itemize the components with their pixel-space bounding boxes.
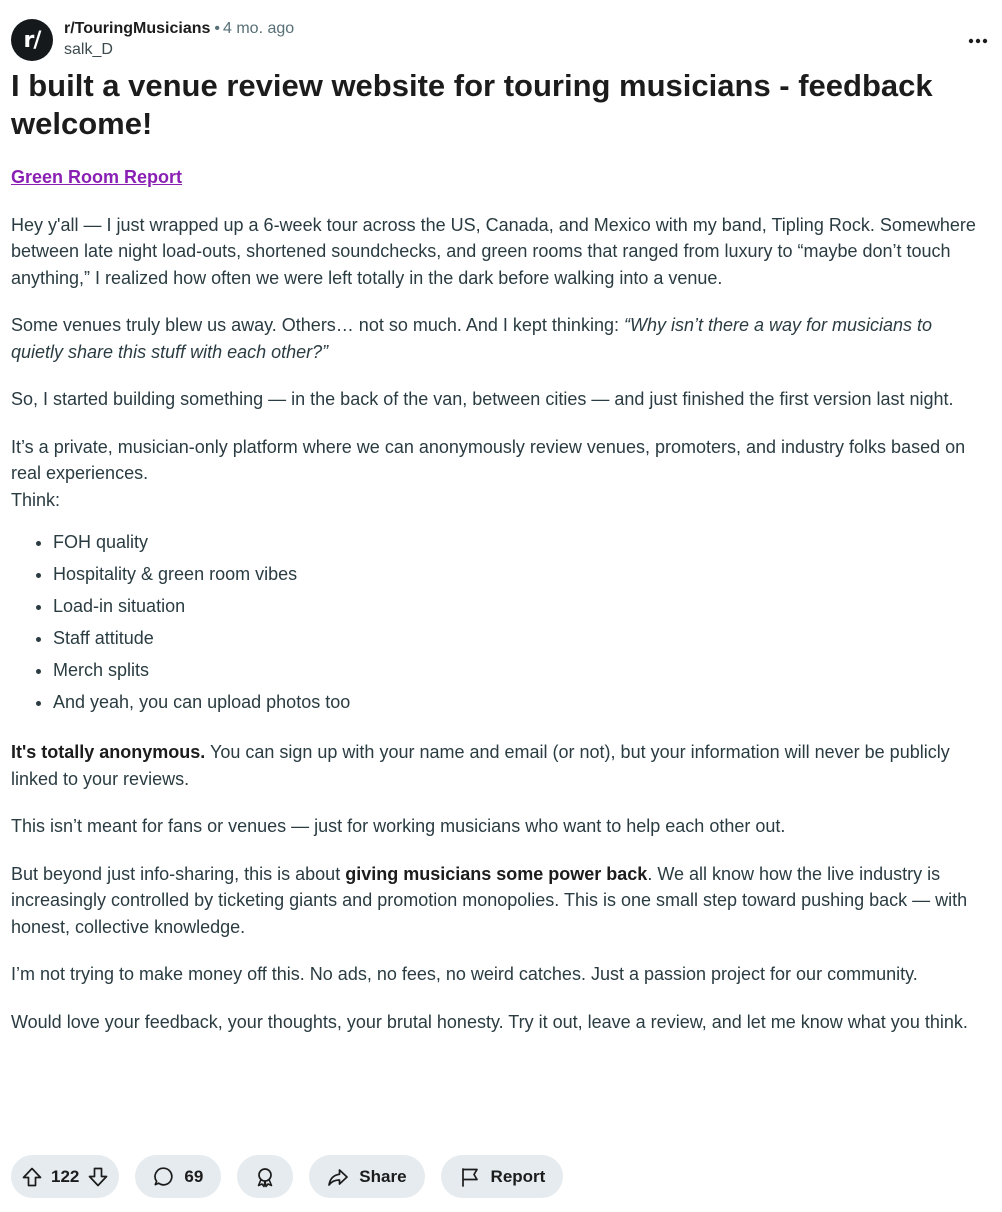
meta-separator: •: [214, 20, 220, 37]
post-header: [11, 18, 991, 62]
paragraph-feedback: Would love your feedback, your thoughts, your brutal honesty. Try it out, leave a review, and let me know what you think.: [11, 1011, 968, 1032]
award-icon: [254, 1166, 276, 1188]
share-icon: [327, 1166, 349, 1188]
power-text-b: . We all know how the live industry is increasingly controlled by ticketing giants and promotion monopolies. This is one small step toward pushing back — with honest, collective knowledge.: [11, 863, 968, 937]
think-label: Think:: [11, 489, 61, 510]
report-label: Report: [490, 1166, 546, 1186]
share-button[interactable]: [309, 1155, 424, 1198]
vote-control: [11, 1155, 119, 1198]
paragraph-platform-text: It’s a private, musician-only platform where we can anonymously review venues, promoters, and industry folks based on real experiences.: [11, 436, 966, 483]
list-item: • Merch splits: [53, 654, 986, 686]
paragraph-money: I’m not trying to make money off this. No ads, no fees, no weird catches. Just a passion project for our community.: [11, 964, 918, 984]
report-button[interactable]: [441, 1155, 564, 1198]
author-name[interactable]: salk_D: [64, 41, 113, 58]
downvote-icon[interactable]: [87, 1166, 109, 1188]
list-item: • And yeah, you can upload photos too: [53, 686, 986, 718]
flag-icon: [459, 1166, 481, 1188]
comment-icon: [153, 1166, 174, 1187]
paragraph-intro: Hey y'all — I just wrapped up a 6-week tour across the US, Canada, and Mexico with my band, Tipling Rock. Somewhere between late night load-outs, shortened soundchecks, and green rooms that ranged from luxury to “maybe don’t touch anything,” I realized how often we were left totally in the dark before walking into a venue.: [11, 214, 976, 288]
green-room-report-link[interactable]: Green Room Report: [11, 167, 183, 187]
paragraph-platform: [11, 434, 986, 514]
subreddit-line: [64, 19, 294, 39]
power-text-a: But beyond just info-sharing, this is about: [11, 863, 346, 884]
more-options-icon: [968, 38, 988, 44]
paragraph-anonymous: [11, 739, 986, 792]
paragraph-audience: This isn’t meant for fans or venues — just for working musicians who want to help each other out.: [11, 816, 786, 836]
subreddit-avatar[interactable]: r/: [11, 19, 53, 61]
power-bold: giving musicians some power back: [345, 863, 648, 884]
anonymous-bold: It's totally anonymous.: [11, 742, 206, 762]
paragraph-building: So, I started building something — in the back of the van, between cities — and just finished the first version last night.: [11, 389, 954, 409]
upvote-icon[interactable]: [21, 1166, 43, 1188]
paragraph-venues-text: Some venues truly blew us away. Others… not so much. And I kept thinking:: [11, 315, 624, 335]
action-bar: [11, 1155, 563, 1198]
post-body: [11, 164, 986, 1056]
comments-button[interactable]: [135, 1155, 221, 1198]
post-age: 4 mo. ago: [223, 20, 295, 37]
paragraph-venues: [11, 312, 986, 365]
vote-count: 122: [51, 1166, 80, 1186]
list-item: • Load-in situation: [53, 590, 986, 622]
paragraph-venues-quote: “Why isn’t there a way for musicians to quietly share this stuff with each other?”: [11, 315, 933, 362]
post-title: I built a venue review website for touring musicians - feedback welcome!: [11, 68, 933, 141]
paragraph-power: [11, 861, 986, 941]
anonymous-text: You can sign up with your name and email (or not), but your information will never be publicly linked to your reviews.: [11, 742, 950, 789]
comment-count: 69: [184, 1166, 204, 1186]
more-options-button[interactable]: [965, 28, 991, 54]
list-item: • FOH quality: [53, 526, 986, 558]
subreddit-name[interactable]: r/TouringMusicians: [64, 20, 211, 37]
share-label: Share: [359, 1166, 407, 1186]
post-meta: [64, 19, 294, 61]
feature-list: [11, 526, 986, 718]
award-button[interactable]: [237, 1155, 293, 1198]
list-item: • Hospitality & green room vibes: [53, 558, 986, 590]
list-item: • Staff attitude: [53, 622, 986, 654]
